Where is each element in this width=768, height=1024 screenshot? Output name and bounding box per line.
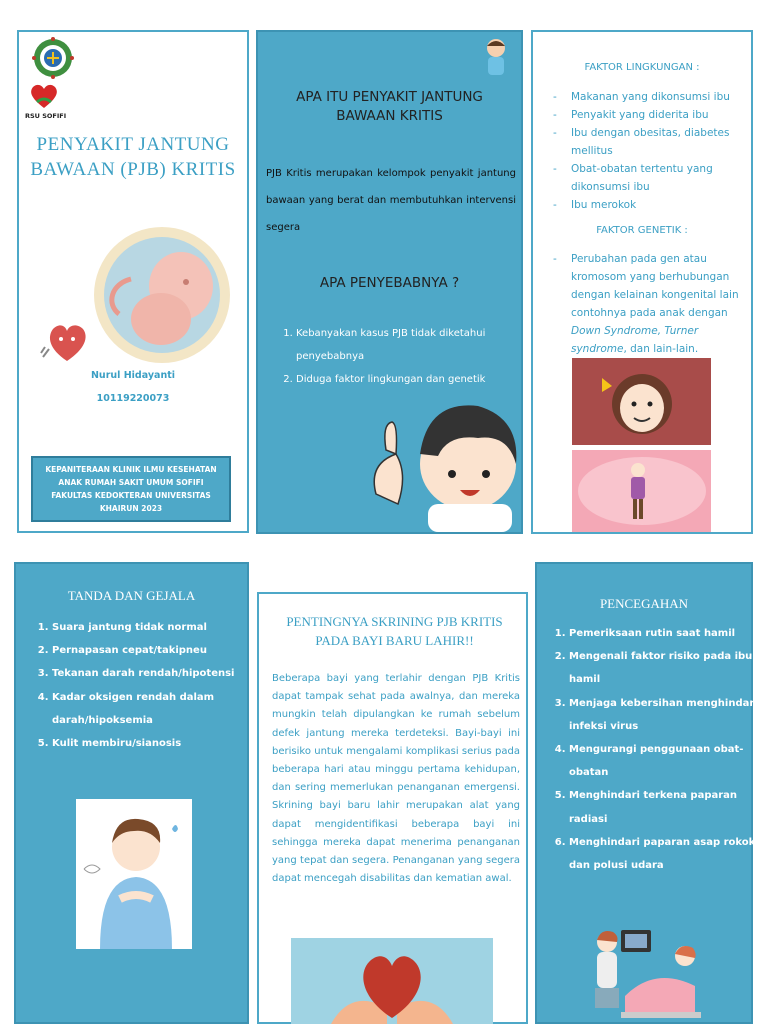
document-title [19,132,247,182]
thinking-boy-icon [478,36,514,80]
list-item: - Ibu merokok [553,196,743,214]
heading-line: PADA BAYI BARU LAHIR!! [315,633,474,648]
heading-line: BAWAAN KRITIS [336,108,443,124]
heading-line: APA ITU PENYAKIT JANTUNG [296,89,483,105]
symptoms-panel [14,562,249,1024]
symptoms-list [24,616,267,755]
genetic-text-end: , dan lain-lain. [623,343,699,355]
heart-in-hands-illustration [291,938,493,1024]
definition-heading [268,88,511,126]
genetic-text: Perubahan pada gen atau kromosom yang berhubungan dengan kelainan kongenital lain contohnya pada anak dengan [571,253,739,319]
cause-list [266,322,536,391]
prevention-heading: PENCEGAHAN [599,596,689,611]
prevention-panel [535,562,758,1024]
list-item: 4. Kadar oksigen rendah dalam darah/hipoksemia [52,686,267,732]
list-item: 4. Mengurangi penggunaan obat-obatan [569,738,768,784]
turner-syndrome-child-image [572,450,711,532]
list-item: 5. Menghindari terkena paparan radiasi [569,784,768,830]
cause-heading: APA PENYEBABNYA ? [319,275,460,291]
screening-text: Beberapa bayi yang terlahir dengan PJB Kritis dapat tampak sehat pada awalnya, dan mereka mungkin telah dipulangkan ke rumah sebelum defek jantung mereka terdeteksi. Bayi-bayi ini berisiko untuk mengalami komplikasi serius pada beberapa hari atau minggu pertama kehidupan, dan sering memerlukan penanganan emergensi. Skrining bayi baru lahir merupakan alat yang dapat mengidentifikasi beberapa bayi ini sehingga mereka dapat menerima penanganan yang tepat dan segera. Penanganan yang segera dapat mencegah disabilitas dan kematian awal. [272,673,520,885]
heading-line: PENTINGNYA SKRINING PJB KRITIS [286,614,503,629]
author-id: 10119220073 [96,393,170,404]
institution-line: KEPANITERAAN KLINIK ILMU KESEHATAN [45,465,217,474]
screening-heading [267,612,522,650]
syndrome-names: Down Syndrome, Turner syndrome [571,325,699,355]
genetic-heading: FAKTOR GENETIK : [596,225,688,236]
genetic-list [553,250,743,358]
list-item: - Makanan yang dikonsumsi ibu [553,88,743,106]
list-item: - Penyakit yang diderita ibu [553,106,743,124]
list-item: 2. Pernapasan cepat/takipneu [52,639,267,662]
environment-heading: FAKTOR LINGKUNGAN : [584,62,700,73]
breathless-child-illustration [76,799,192,949]
list-item: 1. Suara jantung tidak normal [52,616,267,639]
list-item [553,250,743,358]
symptoms-heading: TANDA DAN GEJALA [67,588,196,603]
list-item: 5. Kulit membiru/sianosis [52,732,267,755]
title-line-1: PENYAKIT JANTUNG [36,134,230,155]
list-item: 2. Mengenali faktor risiko pada ibu hamil [569,645,768,691]
cover-panel [17,30,249,533]
institution-box [31,456,231,522]
fetus-illustration [91,224,233,366]
doctor-pointing-illustration [368,394,520,532]
down-syndrome-child-image [572,358,711,445]
title-line-2: BAWAAN (PJB) KRITIS [30,159,236,180]
university-logo-icon [31,36,75,80]
list-item: 3. Menjaga kebersihan menghindari infeksi virus [569,692,768,738]
definition-panel [256,30,523,534]
hospital-logo-text: RSU SOFIFI [25,112,67,120]
screening-panel [257,592,528,1024]
list-item: 2. Diduga faktor lingkungan dan genetik [296,368,536,391]
list-item: 1. Kebanyakan kasus PJB tidak diketahui penyebabnya [296,322,536,368]
institution-line: ANAK RUMAH SAKIT UMUM SOFIFI [58,478,204,487]
hospital-heart-logo-icon [27,82,61,110]
list-item: 1. Pemeriksaan rutin saat hamil [569,622,768,645]
list-item: 3. Tekanan darah rendah/hipotensi [52,662,267,685]
list-item: 6. Menghindari paparan asap rokok dan polusi udara [569,831,768,877]
risk-factor-panel [531,30,753,534]
institution-line: KHAIRUN 2023 [99,504,163,513]
list-item: - Ibu dengan obesitas, diabetes mellitus [553,124,743,160]
author-name: Nurul Hidayanti [90,370,175,381]
definition-text: PJB Kritis merupakan kelompok penyakit jantung bawaan yang berat dan membutuhkan intervensi segera [266,168,516,233]
prevention-list [541,622,768,877]
list-item: - Obat-obatan tertentu yang dikonsumsi ibu [553,160,743,196]
ultrasound-exam-illustration [585,926,705,1024]
institution-line: FAKULTAS KEDOKTERAN UNIVERSITAS [51,491,211,500]
heart-character-icon [39,317,93,365]
environment-list [553,88,743,214]
